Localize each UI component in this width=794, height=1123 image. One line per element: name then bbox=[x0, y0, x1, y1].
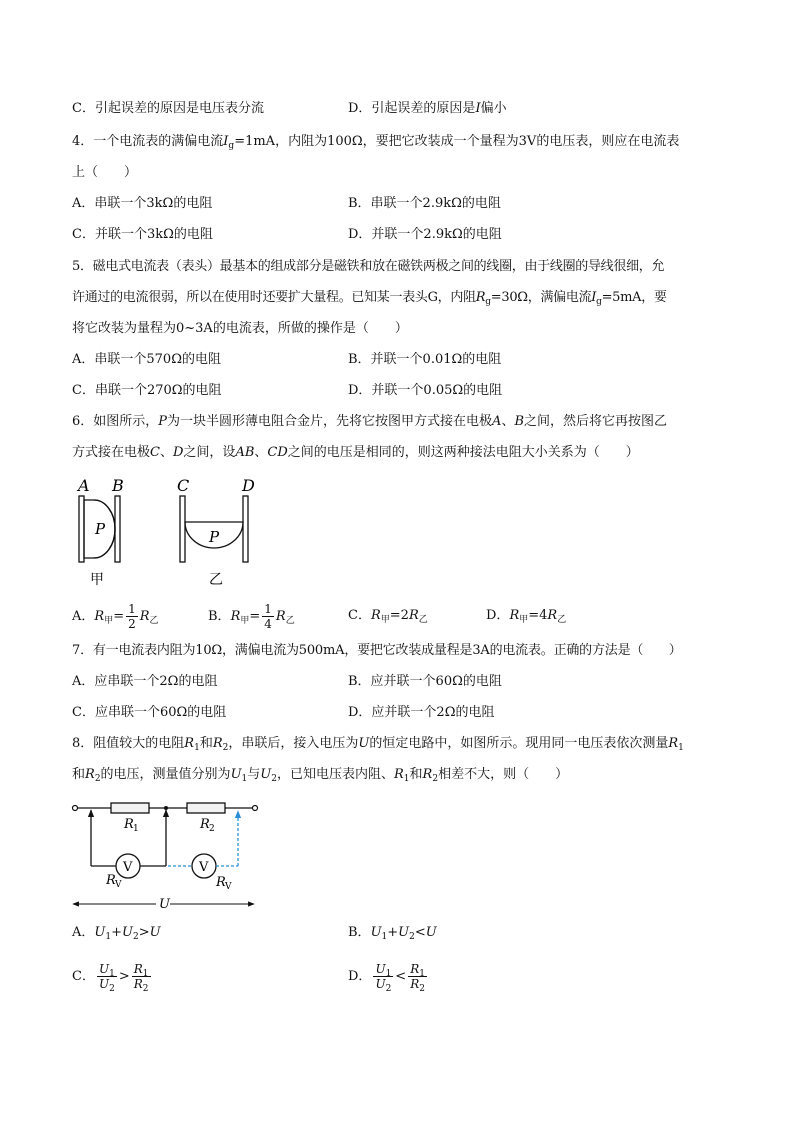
fraction-r1-r2: $\frac{R_1}{R_2}$ bbox=[410, 962, 425, 994]
terminal-left bbox=[73, 806, 78, 811]
q6-option-b: B．$R_甲=$ $\frac{1}{4}$ $R_乙$ bbox=[208, 602, 295, 631]
q8-stem-line2: 和$R_2$的电压，测量值分别为$U_1$与$U_2$，已知电压表内阻、$R_1$和$R_2$相差不大，则（ ） bbox=[72, 767, 569, 784]
q6-option-d: D．$R_甲=4R_乙$ bbox=[486, 608, 567, 625]
q7-stem: 7．有一电流表内阻为10Ω，满偏电流为500mA，要把它改装成量程是3A的电流表。正确的方法是（ ） bbox=[72, 643, 682, 658]
q4-stem-line2: 上（ ） bbox=[72, 165, 138, 180]
svg-text:V: V bbox=[123, 860, 133, 875]
q6-option-a: A．$R_甲=$ $\frac{1}{2}$ $R_乙$ bbox=[72, 602, 159, 631]
q7-option-c: C．应串联一个60Ω的电阻 bbox=[72, 705, 227, 720]
q4-stem-line1: 4．一个电流表的满偏电流$I_g=1mA$，内阻为100Ω，要把它改装成一个量程为3V的电压表，则应在电流表 bbox=[72, 134, 680, 151]
q6-stem-line1: 6．如图所示，P为一块半圆形薄电阻合金片，先将它按图甲方式接在电极A、B之间，然后将它再按图乙 bbox=[72, 414, 668, 429]
q3-option-d: D．引起误差的原因是I偏小 bbox=[348, 101, 507, 116]
q4-option-d: D．并联一个2.9kΩ的电阻 bbox=[348, 227, 502, 242]
q7-option-d: D．应并联一个2Ω的电阻 bbox=[348, 705, 495, 720]
q6-stem-line2: 方式接在电极C、D之间，设AB、CD之间的电压是相同的，则这两种接法电阻大小关系为（ ） bbox=[72, 445, 639, 460]
q4-option-b: B．串联一个2.9kΩ的电阻 bbox=[348, 196, 501, 211]
svg-text:1: 1 bbox=[133, 824, 139, 834]
svg-text:R: R bbox=[216, 875, 226, 890]
q6-electrode-b bbox=[115, 496, 120, 562]
q6-label-p1: P bbox=[95, 520, 106, 538]
q4-option-c: C．并联一个3kΩ的电阻 bbox=[72, 227, 213, 242]
q5-stem-line3: 将它改装为量程为0~3A的电流表，所做的操作是（ ） bbox=[72, 321, 408, 336]
q6-label-a: A bbox=[78, 476, 90, 495]
svg-text:V: V bbox=[225, 882, 232, 892]
terminal-right bbox=[253, 806, 258, 811]
svg-text:R: R bbox=[106, 873, 116, 888]
q8-circuit-figure bbox=[68, 796, 268, 914]
svg-text:U: U bbox=[159, 897, 170, 912]
q6-option-c: C．$R_甲=2R_乙$ bbox=[348, 608, 428, 625]
q6-caption-yi: 乙 bbox=[209, 572, 223, 588]
q7-option-a: A．应串联一个2Ω的电阻 bbox=[72, 674, 218, 689]
q3-option-c: C．引起误差的原因是电压表分流 bbox=[72, 101, 264, 116]
q6-electrode-a bbox=[79, 496, 84, 562]
junction-node bbox=[164, 806, 168, 810]
svg-text:R: R bbox=[124, 817, 134, 832]
q8-stem-line1: 8．阻值较大的电阻$R_1$和$R_2$，串联后，接入电压为U的恒定电路中，如图所示。现用同一电压表依次测量$R_1$ bbox=[72, 736, 684, 753]
q8-option-d: D． $\frac{U_1}{U_2}$ < $\frac{R_1}{R_2}$ bbox=[348, 962, 425, 994]
q6-label-p2: P bbox=[209, 528, 220, 546]
q6-figure bbox=[70, 472, 270, 592]
q5-stem-line1: 5．磁电式电流表（表头）最基本的组成部分是磁铁和放在磁铁两极之间的线圈，由于线圈的导线很细，允 bbox=[72, 259, 665, 274]
q6-label-c: C bbox=[177, 476, 190, 495]
q6-electrode-c bbox=[180, 496, 185, 562]
fraction: $\frac{1}{4}$ bbox=[264, 602, 272, 631]
q6-caption-jia: 甲 bbox=[90, 572, 104, 588]
q7-option-b: B．应并联一个60Ω的电阻 bbox=[348, 674, 502, 689]
svg-text:V: V bbox=[115, 880, 122, 890]
q6-electrode-d bbox=[243, 496, 248, 562]
q5-option-b: B．并联一个0.01Ω的电阻 bbox=[348, 352, 502, 367]
q5-stem-line2: 许通过的电流很弱，所以在使用时还要扩大量程。已知某一表头G，内阻$R_g=30\Omega$，满偏电流$I_g=5mA$，要 bbox=[72, 290, 667, 307]
fraction: $\frac{1}{2}$ bbox=[128, 602, 136, 631]
q6-label-b: B bbox=[112, 476, 124, 495]
q8-option-b: B．$U_1+U_2<U$ bbox=[348, 925, 437, 942]
resistor-r1 bbox=[111, 803, 149, 813]
q5-option-d: D．并联一个0.05Ω的电阻 bbox=[348, 383, 503, 398]
q8-option-a: A．$U_1+U_2>U$ bbox=[72, 925, 161, 942]
q4-option-a: A．串联一个3kΩ的电阻 bbox=[72, 196, 213, 211]
q8-option-c: C． $\frac{U_1}{U_2}$ > $\frac{R_1}{R_2}$ bbox=[72, 962, 149, 994]
fraction-r1-r2: $\frac{R_1}{R_2}$ bbox=[133, 962, 149, 994]
svg-text:R: R bbox=[200, 817, 210, 832]
q6-label-d: D bbox=[242, 476, 255, 495]
q5-option-a: A．串联一个570Ω的电阻 bbox=[72, 352, 221, 367]
q5-option-c: C．串联一个270Ω的电阻 bbox=[72, 383, 222, 398]
svg-text:V: V bbox=[199, 860, 209, 875]
fraction-u1-u2: $\frac{U_1}{U_2}$ bbox=[375, 962, 392, 994]
svg-text:2: 2 bbox=[209, 824, 215, 834]
fraction-u1-u2: $\frac{U_1}{U_2}$ bbox=[98, 962, 115, 994]
resistor-r2 bbox=[187, 803, 225, 813]
